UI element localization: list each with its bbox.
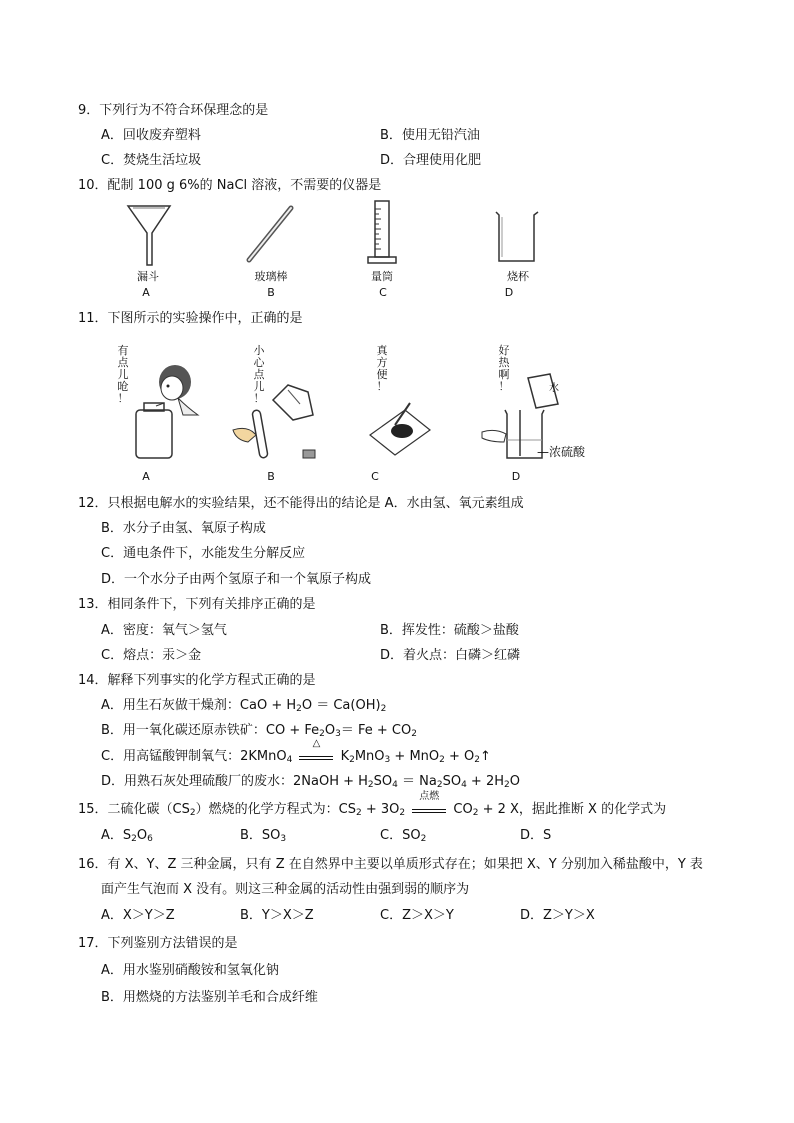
q12-option-c: C．通电条件下，水能发生分解反应 [101,546,306,561]
q13-option-c: C．熔点：汞＞金 [101,648,202,663]
powder-on-paper-figure [365,395,435,460]
figure-letter-d: D [504,286,514,299]
q16-option-c: C．Z＞X＞Y [380,908,454,923]
q11-letter-a: A [142,470,150,483]
q15-option-d: D．S [520,828,552,843]
glass-rod-icon [243,205,298,265]
q16-option-d: D．Z＞Y＞X [520,908,595,923]
water-label: 水 [549,383,559,394]
q14-option-c: C．用高锰酸钾制氧气：2KMnO$_4$ △ $K_2MnO_3 + MnO_2$ + $O_2↑$ [101,738,491,765]
funnel-icon [125,203,175,268]
ignite-symbol: 点燃 [419,791,440,802]
caption-c: 真 方 便 ！ [376,344,388,393]
q13-option-a: A．密度：氧气＞氢气 [101,623,227,638]
q16-stem-line1: 16．有 X、Y、Z 三种金属，只有 Z 在自然界中主要以单质形式存在；如果把 X、Y 分别加入稀盐酸中，Y 表 [78,857,703,872]
q11-letter-c: C [371,470,379,483]
q11-stem: 11．下图所示的实验操作中，正确的是 [78,311,303,326]
figure-label-graduated-cylinder: 量筒 [371,270,393,283]
smelling-gas-figure [128,360,203,465]
q17-stem: 17．下列鉴别方法错误的是 [78,936,238,951]
q17-option-b: B．用燃烧的方法鉴别羊毛和合成纤维 [101,990,318,1005]
pouring-test-tube-figure [228,380,323,465]
q12-stem: 12．只根据电解水的实验结果，还不能得出的结论是 A．水由氢、氧元素组成 [78,496,524,511]
figure-label-glass-rod: 玻璃棒 [254,270,288,283]
q14-option-a: A．用生石灰做干燥剂：CaO + $H_2O = Ca(OH)_2$ [101,698,387,714]
q13-stem: 13．相同条件下，下列有关排序正确的是 [78,597,316,612]
q14-stem: 14．解释下列事实的化学方程式正确的是 [78,673,316,688]
q9-option-d: D．合理使用化肥 [380,153,482,168]
graduated-cylinder-icon [365,199,400,267]
q12-option-b: B．水分子由氢、氧原子构成 [101,521,266,536]
heat-symbol: △ [312,738,321,749]
caption-a: 有 点 儿 呛 ！ [117,344,129,405]
q16-option-b: B．Y＞X＞Z [240,908,314,923]
q14-option-d: D．用熟石灰处理硫酸厂的废水：2NaOH + $H_2SO_4 = Na_2SO_4 + 2H_2O$ [101,774,520,790]
q10-stem: 10．配制 100 g 6%的 NaCl 溶液，不需要的仪器是 [78,178,382,193]
q13-option-b: B．挥发性：硫酸＞盐酸 [380,623,519,638]
caption-d: 好 热 啊 ！ [498,344,510,393]
q11-letter-d: D [511,470,521,483]
q11-letter-b: B [267,470,275,483]
figure-label-funnel: 漏斗 [137,270,159,283]
q14-option-b: B．用一氧化碳还原赤铁矿：CO + $Fe_2O_3= Fe + CO_2$ [101,723,417,739]
acid-label: —浓硫酸 [537,445,586,459]
q9-option-b: B．使用无铅汽油 [380,128,480,143]
q15-stem: 15．二硫化碳$(CS_2)$燃烧的化学方程式为：$CS_2 + 3O_2$ 点燃 $CO_2 + 2$ X，据此推断 X 的化学式为 [78,791,667,818]
figure-letter-c: C [379,286,387,299]
figure-letter-a: A [142,286,150,299]
q13-option-d: D．着火点：白磷＞红磷 [380,648,521,663]
figure-label-beaker: 烧杯 [507,270,529,283]
q9-stem: 9．下列行为不符合环保理念的是 [78,103,269,118]
beaker-icon [492,209,542,265]
q15-option-a: A．$S_2O_6$ [101,828,153,844]
q16-option-a: A．X＞Y＞Z [101,908,175,923]
figure-letter-b: B [267,286,275,299]
q16-stem-line2: 面产生气泡而 X 没有。则这三种金属的活动性由强到弱的顺序为 [101,882,470,897]
q15-option-c: C．$SO_2$ [380,828,427,844]
q17-option-a: A．用水鉴别硝酸铵和氢氧化钠 [101,963,279,978]
q15-option-b: B．$SO_3$ [240,828,287,844]
q9-option-a: A．回收废弃塑料 [101,128,201,143]
q12-option-d: D．一个水分子由两个氢原子和一个氧原子构成 [101,572,372,587]
caption-b: 小 心 点 儿 ！ [253,344,265,405]
q9-option-c: C．焚烧生活垃圾 [101,153,202,168]
